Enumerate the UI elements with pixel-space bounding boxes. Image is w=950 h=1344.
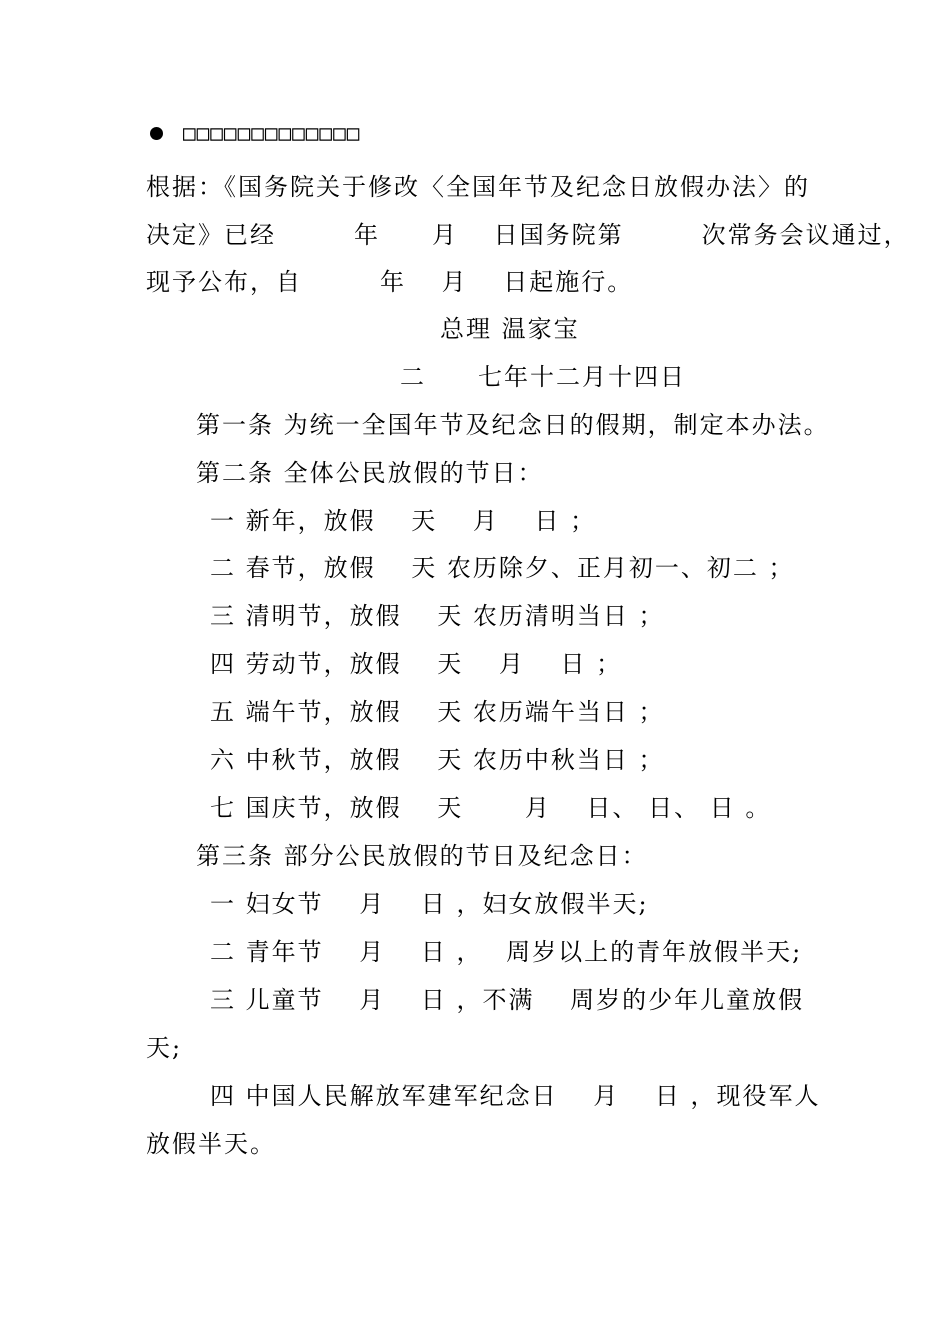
intro-line-2: 决定》已经 年 月 日国务院第 次常务会议通过，: [146, 221, 910, 249]
signature-name: 总理 温家宝: [440, 315, 580, 343]
article-3-item-continuation: 天;: [146, 1034, 183, 1062]
bullet-dot-icon: [150, 127, 163, 140]
article-3-heading: 第三条 部分公民放假的节日及纪念日：: [196, 842, 648, 870]
heading-bullet-text: □□□□□□□□□□□□□: [183, 121, 361, 145]
article-2-item: 六 中秋节，放假 天 农历中秋当日 ；: [210, 746, 665, 774]
article-2-item: 二 春节，放假 天 农历除夕、正月初一、初二 ；: [210, 554, 795, 582]
intro-line-1: 根据：《国务院关于修改〈全国年节及纪念日放假办法〉的: [146, 173, 810, 201]
article-3-item: 四 中国人民解放军建军纪念日 月 日 ，现役军人: [210, 1082, 821, 1110]
article-2-heading: 第二条 全体公民放假的节日：: [196, 459, 544, 487]
article-3-item: 二 青年节 月 日 ， 周岁以上的青年放假半天;: [210, 938, 803, 966]
heading-bullet-row: [150, 118, 360, 148]
article-2-item: 四 劳动节，放假 天 月 日 ；: [210, 650, 623, 678]
article-3-item: 三 儿童节 月 日 ，不满 周岁的少年儿童放假: [210, 986, 805, 1014]
article-2-item: 五 端午节，放假 天 农历端午当日 ；: [210, 698, 665, 726]
article-2-item: 三 清明节，放假 天 农历清明当日 ；: [210, 602, 665, 630]
article-3-item: 一 妇女节 月 日 ，妇女放假半天;: [210, 890, 649, 918]
article-2-item: 一 新年，放假 天 月 日 ；: [210, 507, 597, 535]
article-2-item: 七 国庆节，放假 天 月 日、 日、 日 。: [210, 794, 772, 822]
article-1: 第一条 为统一全国年节及纪念日的假期，制定本办法。: [196, 411, 830, 439]
article-3-item-continuation: 放假半天。: [146, 1130, 276, 1158]
signature-date: 二 七年十二月十四日: [400, 363, 686, 391]
intro-line-3: 现予公布，自 年 月 日起施行。: [146, 268, 634, 296]
